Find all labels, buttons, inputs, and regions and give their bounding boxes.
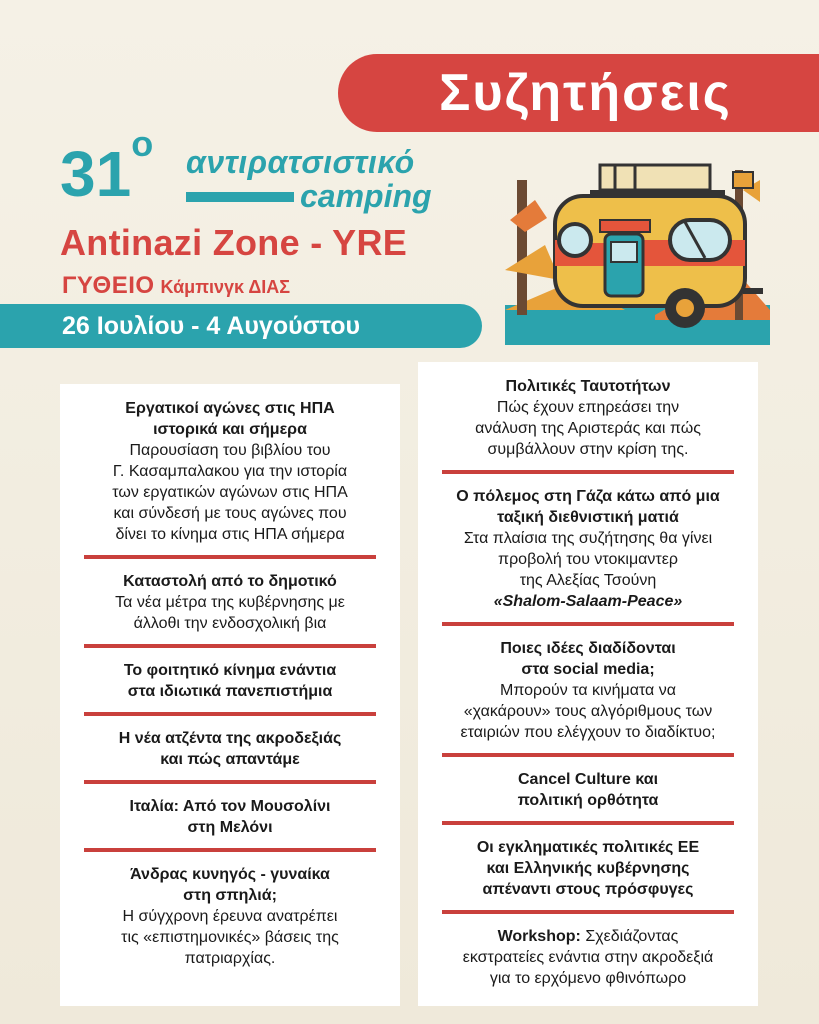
separator bbox=[442, 470, 734, 474]
topic-body: Σχεδιάζοντας bbox=[585, 928, 679, 945]
topic-body: Στα πλαίσια της συζήτησης θα γίνει bbox=[463, 530, 713, 547]
separator bbox=[84, 780, 376, 784]
topic-body: εκστρατείες ενάντια στην ακροδεξιά bbox=[462, 949, 714, 966]
topic-item bbox=[78, 864, 382, 969]
topic-body: συμβάλλουν στην κρίση της. bbox=[487, 441, 689, 458]
topic-body: Παρουσίαση του βιβλίου του bbox=[129, 442, 331, 459]
topic-body: Μπορούν τα κινήματα να bbox=[500, 682, 676, 699]
topic-title: Cancel Culture και bbox=[517, 771, 659, 788]
topic-item bbox=[436, 638, 740, 743]
topic-title: Οι εγκληματικές πολιτικές ΕΕ bbox=[476, 839, 700, 856]
topic-item bbox=[78, 728, 382, 770]
banner-title: Συζητήσεις bbox=[439, 64, 732, 122]
topic-title: και πώς απαντάμε bbox=[160, 751, 300, 768]
topic-title: Καταστολή από το δημοτικό bbox=[123, 573, 337, 590]
topic-item bbox=[78, 398, 382, 545]
camp-underline bbox=[186, 192, 294, 202]
topic-body: άλλοθι την ενδοσχολική βια bbox=[133, 615, 327, 632]
topic-title: στα social media; bbox=[521, 661, 655, 678]
topic-body: ανάλυση της Αριστεράς και πώς bbox=[475, 420, 701, 437]
right-column bbox=[418, 362, 758, 1006]
topic-body: προβολή του ντοκιμαντερ bbox=[498, 551, 678, 568]
edition-number-value: 31 bbox=[60, 138, 132, 210]
workshop-label: Workshop: bbox=[497, 928, 581, 945]
topic-item bbox=[78, 571, 382, 634]
topic-title: ιστορικά και σήμερα bbox=[153, 421, 307, 438]
topic-title: Το φοιτητικό κίνημα ενάντια bbox=[123, 662, 337, 679]
separator bbox=[84, 848, 376, 852]
topic-body: της Αλεξίας Τσούνη bbox=[519, 572, 657, 589]
topic-title: Ο πόλεμος στη Γάζα κάτω από μια bbox=[456, 488, 720, 505]
topic-body: «χακάρουν» τους αλγόριθμους των bbox=[463, 703, 713, 720]
left-column bbox=[60, 384, 400, 1006]
topic-body: Τα νέα μέτρα της κυβέρνησης με bbox=[115, 594, 345, 611]
camp-line1: αντιρατσιστικό bbox=[186, 144, 415, 180]
topic-body: δίνει το κίνημα στις ΗΠΑ σήμερα bbox=[115, 526, 345, 543]
topic-body: Η σύγχρονη έρευνα ανατρέπει bbox=[122, 908, 338, 925]
separator bbox=[84, 555, 376, 559]
topic-title: Η νέα ατζέντα της ακροδεξιάς bbox=[118, 730, 342, 747]
topic-title: ταξική διεθνιστική ματιά bbox=[497, 509, 679, 526]
separator bbox=[84, 712, 376, 716]
topic-item bbox=[78, 796, 382, 838]
topic-body: Πώς έχουν επηρεάσει την bbox=[496, 399, 680, 416]
topic-title: στα ιδιωτικά πανεπιστήμια bbox=[127, 683, 333, 700]
dates-text: 26 Ιουλίου - 4 Αυγούστου bbox=[62, 311, 361, 340]
topic-title: στη σπηλιά; bbox=[183, 887, 277, 904]
edition-number bbox=[60, 122, 154, 210]
topic-title: πολιτική ορθότητα bbox=[517, 792, 659, 809]
separator bbox=[442, 821, 734, 825]
topic-body: και σύνδεσή με τους αγώνες που bbox=[113, 505, 347, 522]
topic-title: και Ελληνικής κυβέρνησης bbox=[486, 860, 690, 877]
caravan-illustration-icon bbox=[505, 160, 770, 345]
topic-item bbox=[436, 769, 740, 811]
topic-title: στη Μελόνι bbox=[187, 819, 273, 836]
camp-line2: camping bbox=[300, 178, 432, 214]
topic-body: των εργατικών αγώνων στις ΗΠΑ bbox=[112, 484, 348, 501]
topic-title: Άνδρας κυνηγός - γυναίκα bbox=[130, 866, 330, 883]
separator bbox=[84, 644, 376, 648]
location-town: ΓΥΘΕΙΟ bbox=[62, 272, 155, 299]
topic-body: Γ. Κασαμπαλακου για την ιστορία bbox=[112, 463, 348, 480]
topic-item bbox=[436, 486, 740, 612]
topic-title: Πολιτικές Ταυτοτήτων bbox=[505, 378, 671, 395]
topic-body: για το ερχόμενο φθινόπωρο bbox=[489, 970, 687, 987]
topic-body: εταιριών που ελέγχουν το διαδίκτυο; bbox=[460, 724, 716, 741]
separator bbox=[442, 910, 734, 914]
topic-body: τις «επιστημονικές» βάσεις της bbox=[121, 929, 339, 946]
location-venue: Κάμπινγκ ΔΙΑΣ bbox=[160, 277, 291, 297]
topic-item bbox=[436, 837, 740, 900]
topic-item bbox=[436, 926, 740, 989]
title-banner bbox=[338, 54, 819, 132]
separator bbox=[442, 753, 734, 757]
topic-body: πατριαρχίας. bbox=[184, 950, 276, 967]
topic-title: Εργατικοί αγώνες στις ΗΠΑ bbox=[125, 400, 335, 417]
location bbox=[62, 272, 290, 300]
event-name: Antinazi Zone - YRE bbox=[60, 222, 408, 263]
documentary-title: «Shalom-Salaam-Peace» bbox=[493, 593, 683, 610]
topic-title: Ποιες ιδέες διαδίδονται bbox=[500, 640, 676, 657]
separator bbox=[442, 622, 734, 626]
topic-title: απέναντι στους πρόσφυγες bbox=[482, 881, 694, 898]
dates-banner bbox=[0, 304, 482, 348]
topic-title: Ιταλία: Από τον Μουσολίνι bbox=[129, 798, 331, 815]
topic-item bbox=[78, 660, 382, 702]
topic-item bbox=[436, 376, 740, 460]
edition-ordinal: ο bbox=[131, 122, 154, 164]
